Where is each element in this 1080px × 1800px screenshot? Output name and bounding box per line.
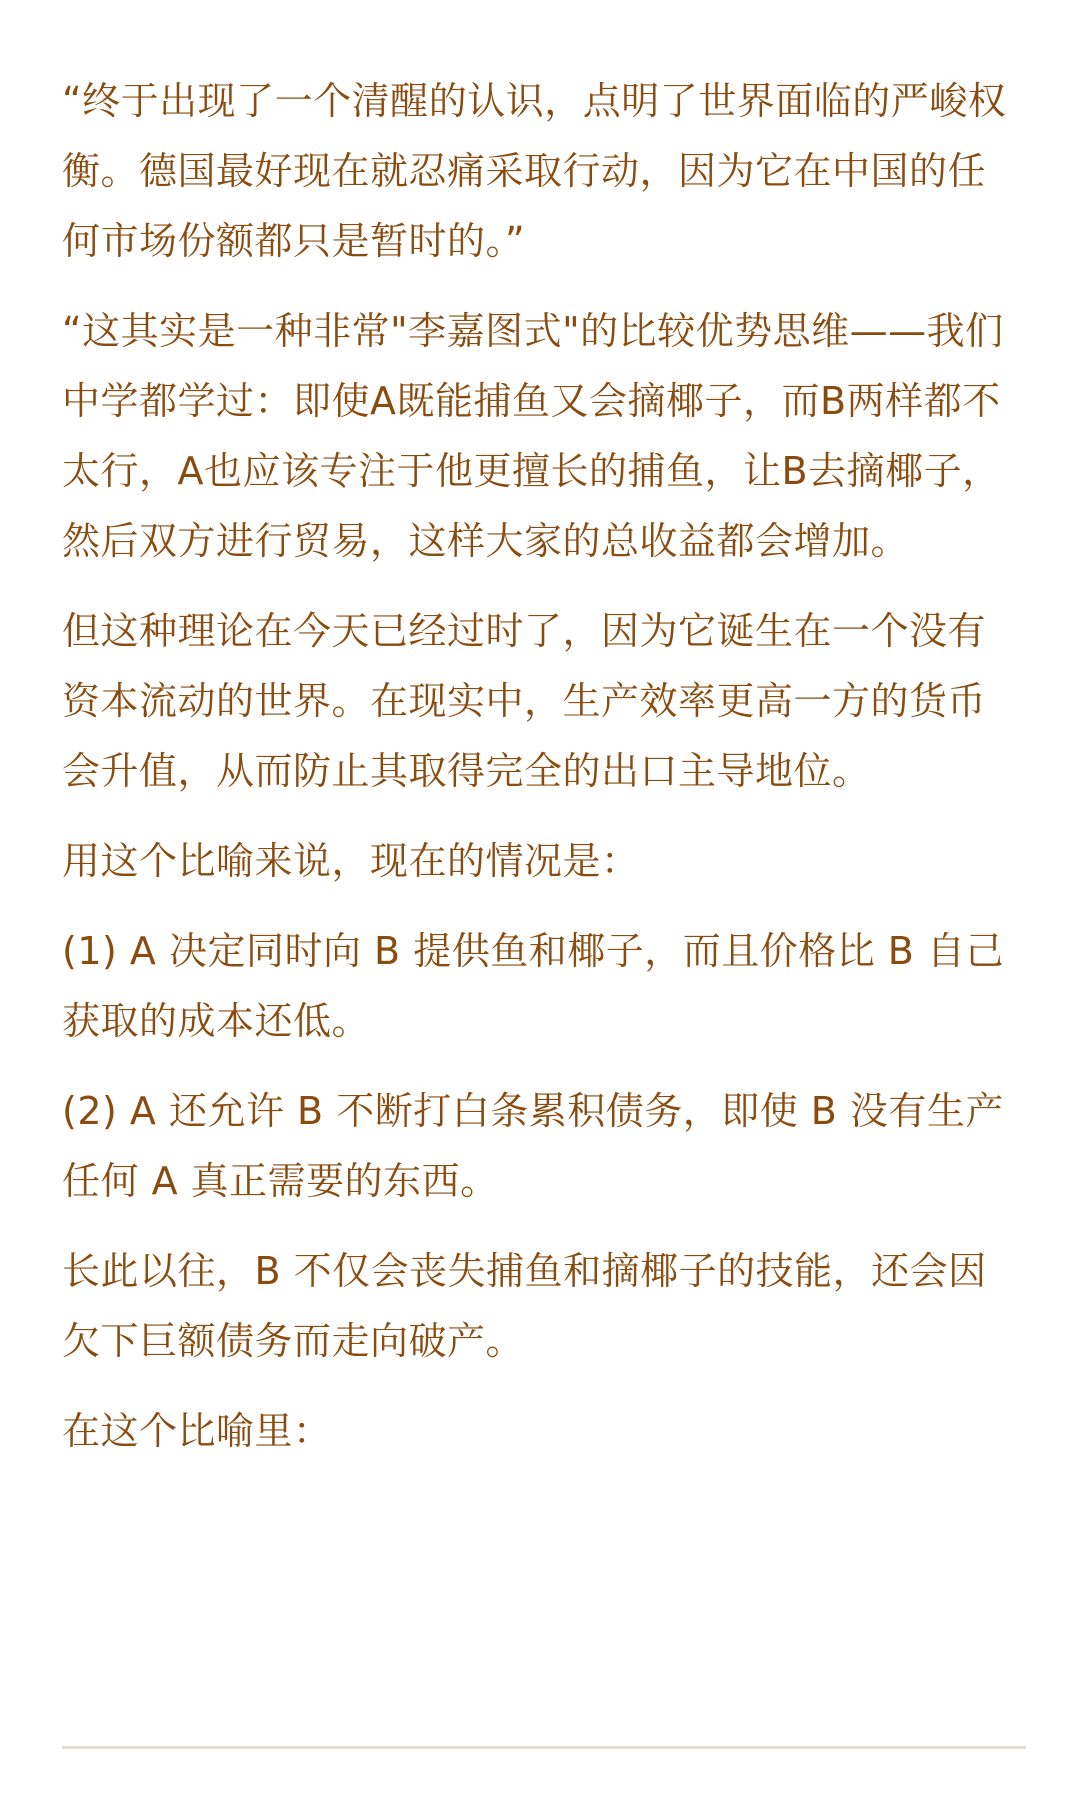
paragraph-theory-outdated: 但这种理论在今天已经过时了，因为它诞生在一个没有资本流动的世界。在现实中，生产效率更高一方的货币会升值，从而防止其取得完全的出口主导地位。: [62, 609, 987, 793]
paragraph-metaphor-explained: 在这个比喻里：: [62, 1409, 332, 1453]
paragraph-metaphor-lead: 用这个比喻来说，现在的情况是：: [62, 839, 640, 883]
paragraph-point-1: (1) A 决定同时向 B 提供鱼和椰子，而且价格比 B 自己获取的成本还低。: [62, 929, 1004, 1043]
paragraph-ricardian-comparison: “这其实是一种非常"李嘉图式"的比较优势思维——我们中学都学过：即使A既能捕鱼又会摘椰子，而B两样都不太行，A也应该专注于他更擅长的捕鱼，让B去摘椰子，然后双方进行贸易，这样大家的总收益都会增加。: [62, 309, 1004, 563]
paragraph-quote-intro: “终于出现了一个清醒的认识，点明了世界面临的严峻权衡。德国最好现在就忍痛采取行动，因为它在中国的任何市场份额都只是暂时的。”: [62, 79, 1007, 263]
section-divider: [62, 1746, 1026, 1749]
article-body: [62, 66, 1022, 1486]
paragraph-point-2: (2) A 还允许 B 不断打白条累积债务，即使 B 没有生产任何 A 真正需要的东西。: [62, 1089, 1004, 1203]
paragraph-consequence: 长此以往，B 不仅会丧失捕鱼和摘椰子的技能，还会因欠下巨额债务而走向破产。: [62, 1249, 987, 1363]
